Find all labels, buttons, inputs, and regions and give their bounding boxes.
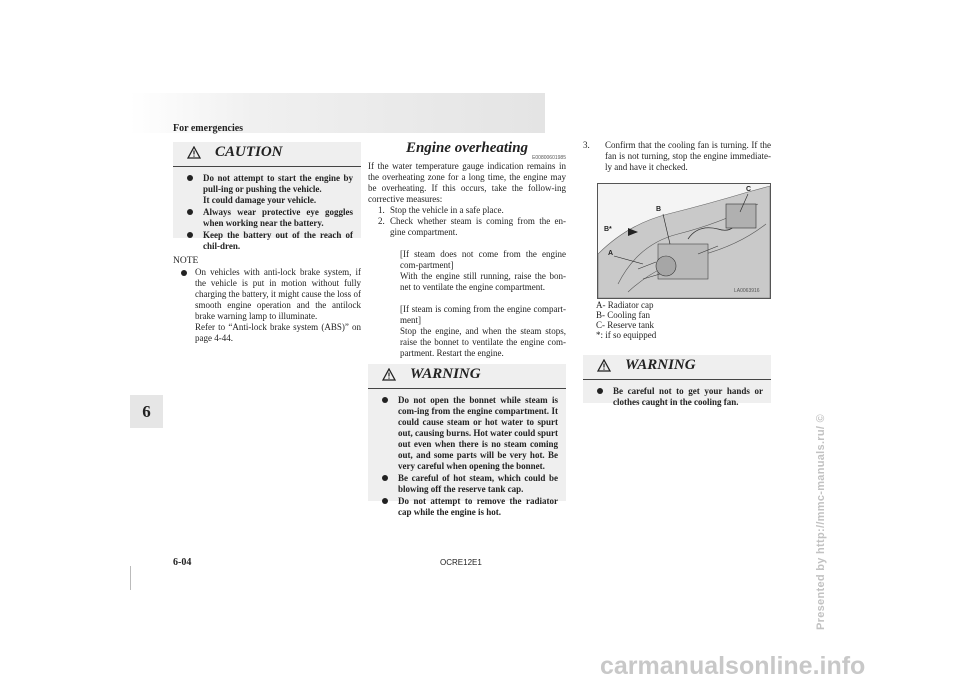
- warning-header: [368, 364, 566, 389]
- step-item: 1. Stop the vehicle in a safe place.: [378, 205, 504, 215]
- caution-item-subtext: It could damage your vehicle.: [203, 195, 317, 205]
- warning-item: [376, 496, 558, 518]
- figure-legend: [596, 300, 771, 340]
- case-steam-heading: [If steam is coming from the engine compart-ment]: [400, 304, 566, 325]
- caution-list: [173, 167, 361, 259]
- warning-item: [376, 395, 558, 472]
- legend-text: Reserve tank: [607, 320, 654, 330]
- engine-bay-illustration: [598, 184, 770, 298]
- warning-item: [376, 473, 558, 495]
- bullet-icon: [382, 475, 388, 481]
- bullet-icon: [597, 388, 603, 394]
- caution-header: [173, 142, 361, 167]
- warning-box-2: [583, 355, 771, 407]
- note-text: On vehicles with anti-lock brake system, if the vehicle is put in motion without fully charging the battery, it might cause the loss of smooth engine operation and the antilock brake warning lamp to illuminate.: [195, 267, 361, 321]
- caution-box: [173, 142, 361, 251]
- figure-label-b: B: [656, 206, 662, 213]
- legend-item: [596, 310, 771, 320]
- legend-text: if so equipped: [605, 330, 657, 340]
- note-item: [173, 267, 361, 344]
- warning-item-text: Be careful of hot steam, which could be blowing off the reserve tank cap.: [398, 473, 558, 494]
- section-title: For emergencies: [173, 123, 244, 134]
- overheating-heading-block: [368, 140, 566, 161]
- caution-item: [181, 207, 353, 229]
- note-heading: NOTE: [173, 256, 199, 266]
- bullet-icon: [181, 270, 187, 276]
- legend-key: A-: [596, 300, 606, 310]
- legend-item: [596, 300, 771, 310]
- bullet-icon: [382, 498, 388, 504]
- caution-triangle-icon: [187, 146, 201, 159]
- step-text: Confirm that the cooling fan is turning. If the fan is not turning, stop the engine immediate-ly and have it checked.: [605, 140, 771, 172]
- legend-item: [596, 330, 771, 340]
- case-steam-text: Stop the engine, and when the steam stops, raise the bonnet to ventilate the engine com-partment. Restart the engine.: [400, 326, 566, 358]
- note-reference: Refer to “Anti-lock brake system (ABS)” on page 4-44.: [195, 322, 361, 343]
- step-item: 3. Confirm that the cooling fan is turning. If the fan is not turning, stop the engine immediate-ly and have it checked.: [583, 140, 771, 172]
- document-code: OCRE12E1: [440, 558, 482, 567]
- intro-paragraph: If the water temperature gauge indication remains in the overheating zone for a long time, the engine may be overheating. If this occurs, take the follow-ing corrective measures:: [368, 161, 566, 204]
- crop-mark: [130, 566, 131, 590]
- legend-key: B-: [596, 310, 605, 320]
- legend-key: *:: [596, 330, 604, 340]
- step3-block: [583, 140, 771, 173]
- step-item: 2. Check whether steam is coming from the en-gine compartment.: [378, 216, 566, 237]
- figure-code: LA0063916: [734, 288, 760, 294]
- warning-item-text: Do not open the bonnet while steam is com-ing from the engine compartment. It could cause steam or hot water to spurt out, causing burns. Hot water could spurt out even when there is no steam coming out, and some parts will be very hot. Be very careful when opening the bonnet.: [398, 395, 558, 471]
- caution-item-text: Do not attempt to start the engine by pull-ing or pushing the vehicle.: [203, 173, 353, 194]
- legend-text: Cooling fan: [607, 310, 650, 320]
- legend-item: [596, 320, 771, 330]
- warning-label: WARNING: [625, 357, 696, 373]
- figure-label-b-star: B*: [604, 226, 612, 233]
- caution-item: [181, 173, 353, 206]
- warning-list: [368, 389, 566, 525]
- warning-list: [583, 380, 771, 415]
- caution-item: [181, 230, 353, 252]
- warning-triangle-icon: [382, 368, 396, 381]
- case-no-steam-text: With the engine still running, raise the bon-net to ventilate the engine compartment.: [400, 271, 566, 292]
- figure-label-c: C: [746, 186, 752, 193]
- caution-label: CAUTION: [215, 144, 283, 160]
- caution-item-text: Always wear protective eye goggles when working near the battery.: [203, 207, 353, 228]
- step-text: Stop the vehicle in a safe place.: [390, 205, 504, 215]
- overheating-body: [368, 161, 566, 359]
- warning-item-text: Be careful not to get your hands or clothes caught in the cooling fan.: [613, 386, 763, 407]
- warning-item-text: Do not attempt to remove the radiator cap while the engine is hot.: [398, 496, 558, 517]
- note-section: [173, 256, 361, 344]
- legend-key: C-: [596, 320, 605, 330]
- page-number: 6-04: [173, 557, 192, 568]
- section-code: E00800601985: [532, 155, 566, 161]
- caution-item-text: Keep the battery out of the reach of chil-dren.: [203, 230, 353, 251]
- figure-label-a: A: [608, 250, 614, 257]
- vertical-attribution: Presented by http://mmc-manuals.ru/ ©: [815, 413, 827, 630]
- watermark: carmanualsonline.info: [600, 652, 866, 680]
- bullet-icon: [382, 397, 388, 403]
- legend-text: Radiator cap: [607, 300, 654, 310]
- section-heading: Engine overheating: [405, 140, 529, 156]
- warning-header: [583, 355, 771, 380]
- case-no-steam-heading: [If steam does not come from the engine com-partment]: [400, 249, 566, 270]
- warning-box-1: [368, 364, 566, 517]
- warning-label: WARNING: [410, 366, 481, 382]
- bullet-icon: [187, 175, 193, 181]
- warning-triangle-icon: [597, 359, 611, 372]
- step-text: Check whether steam is coming from the en-gine compartment.: [390, 216, 566, 237]
- chapter-tab: [130, 395, 163, 428]
- bullet-icon: [187, 232, 193, 238]
- chapter-number: 6: [142, 402, 151, 421]
- warning-item: [591, 386, 763, 408]
- bullet-icon: [187, 209, 193, 215]
- engine-figure: [597, 183, 771, 299]
